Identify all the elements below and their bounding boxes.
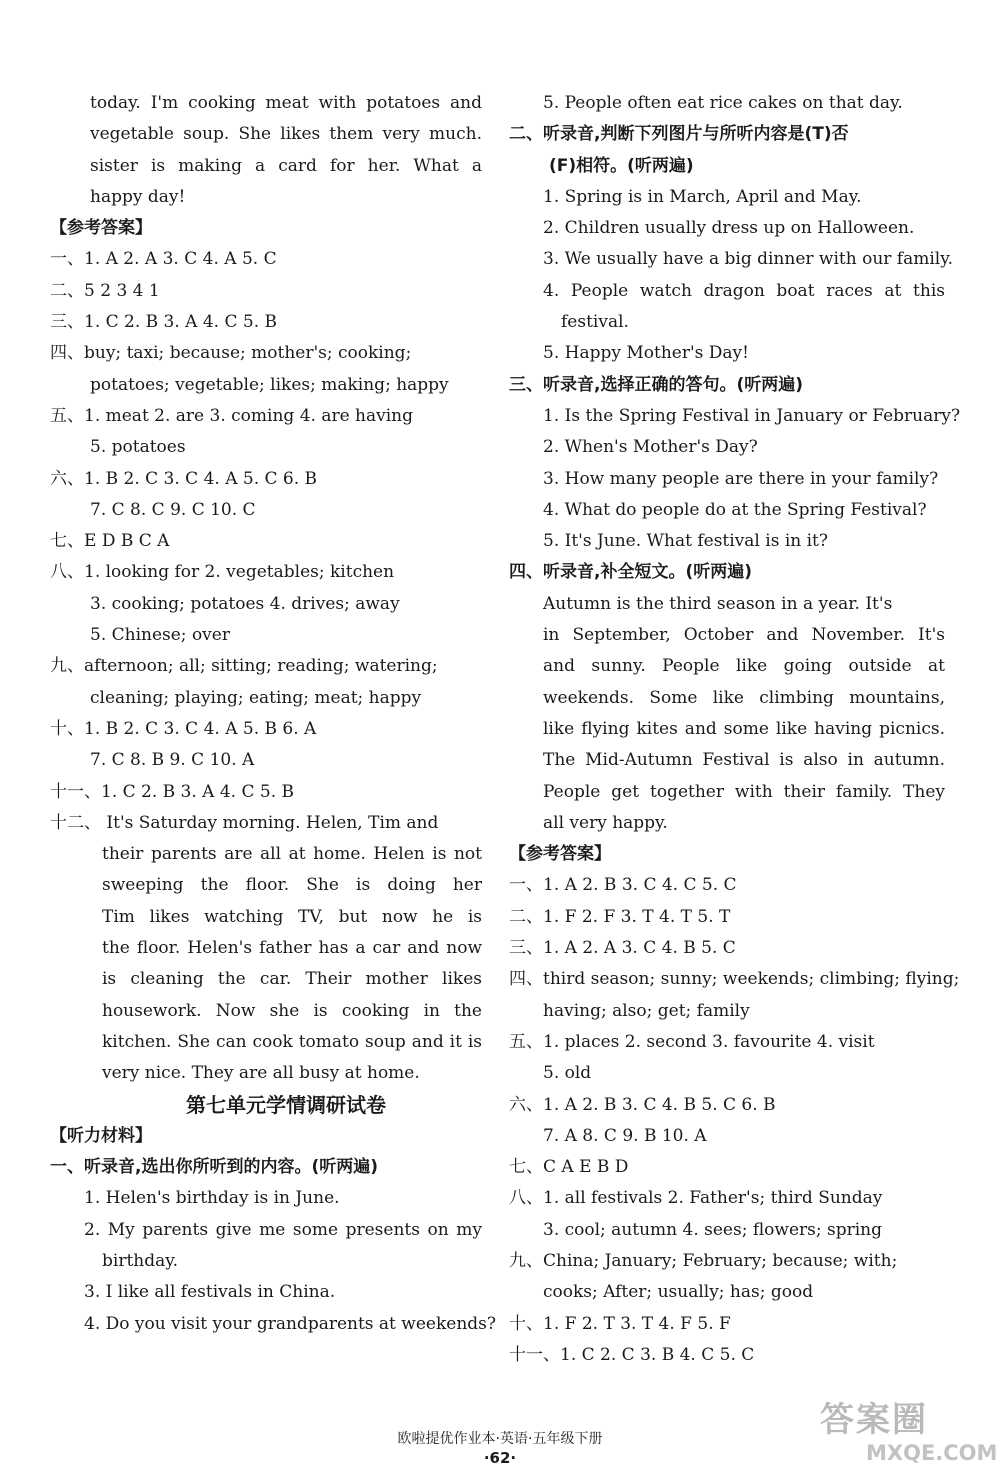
left-text-line: their parents are all at home. Helen is not bbox=[102, 844, 482, 865]
left-text-line: 7. C 8. B 9. C 10. A bbox=[90, 750, 255, 771]
right-text-line: 1. Spring is in March, April and May. bbox=[543, 186, 862, 207]
right-text-line: 1. Is the Spring Festival in January or February? bbox=[543, 405, 961, 426]
right-text-line: People get together with their family. They bbox=[543, 781, 945, 802]
left-text-line: 五、1. meat 2. are 3. coming 4. are having bbox=[50, 405, 414, 426]
right-text-line: 九、China; January; February; because; with; bbox=[509, 1250, 898, 1271]
left-text-line: 3. I like all festivals in China. bbox=[84, 1282, 336, 1303]
left-text-line: 2. My parents give me some presents on my bbox=[84, 1219, 482, 1240]
footer-series-title: 欧啦提优作业本·英语·五年级下册 bbox=[397, 1431, 603, 1447]
left-text-line: potatoes; vegetable; likes; making; happy bbox=[90, 374, 449, 395]
left-text-line: 第七单元学情调研试卷 bbox=[186, 1092, 386, 1117]
left-text-line: 7. C 8. C 9. C 10. C bbox=[90, 499, 256, 520]
left-text-line: 4. Do you visit your grandparents at weekends? bbox=[84, 1313, 497, 1334]
right-text-line: 十、1. F 2. T 3. T 4. F 5. F bbox=[509, 1313, 731, 1334]
left-text-line: cleaning; playing; eating; meat; happy bbox=[90, 687, 422, 708]
right-text-line: all very happy. bbox=[543, 812, 668, 833]
right-text-line: (F)相符。(听两遍) bbox=[549, 155, 694, 176]
right-text-line: 2. When's Mother's Day? bbox=[543, 437, 758, 458]
left-text-line: 一、听录音,选出你所听到的内容。(听两遍) bbox=[50, 1157, 378, 1178]
right-text-line: 3. We usually have a big dinner with our family. bbox=[543, 249, 953, 270]
left-text-line: 八、1. looking for 2. vegetables; kitchen bbox=[50, 562, 395, 583]
watermark-url: MXQE.COM bbox=[866, 1441, 998, 1465]
left-text-line: 六、1. B 2. C 3. C 4. A 5. C 6. B bbox=[50, 468, 318, 489]
left-text-line: 十二、 It's Saturday morning. Helen, Tim and bbox=[50, 812, 439, 833]
left-text-line: 十、1. B 2. C 3. C 4. A 5. B 6. A bbox=[50, 718, 317, 739]
right-text-line: 4. What do people do at the Spring Festival? bbox=[543, 499, 927, 520]
right-text-line: The Mid-Autumn Festival is also in autumn. bbox=[543, 750, 945, 771]
right-text-line: 【参考答案】 bbox=[509, 844, 611, 865]
right-text-line: and sunny. People like going outside at bbox=[543, 656, 945, 677]
left-text-line: 十一、1. C 2. B 3. A 4. C 5. B bbox=[50, 781, 295, 802]
right-text-line: 七、C A E B D bbox=[509, 1157, 629, 1178]
left-text-line: vegetable soup. She likes them very much. bbox=[90, 124, 482, 145]
left-text-line: 1. Helen's birthday is in June. bbox=[84, 1188, 340, 1209]
right-text-line: Autumn is the third season in a year. It's bbox=[543, 593, 893, 614]
left-text-line: 二、5 2 3 4 1 bbox=[50, 280, 160, 301]
right-text-line: 二、1. F 2. F 3. T 4. T 5. T bbox=[509, 906, 731, 927]
right-text-line: 5. Happy Mother's Day! bbox=[543, 343, 749, 364]
right-text-line: 四、third season; sunny; weekends; climbing; flying; bbox=[509, 969, 960, 990]
right-text-line: 六、1. A 2. B 3. C 4. B 5. C 6. B bbox=[509, 1094, 776, 1115]
left-text-line: birthday. bbox=[102, 1250, 178, 1271]
left-column bbox=[50, 88, 497, 1340]
left-text-line: 九、afternoon; all; sitting; reading; watering; bbox=[50, 656, 438, 677]
right-text-line: having; also; get; family bbox=[543, 1000, 750, 1021]
left-text-line: housework. Now she is cooking in the bbox=[102, 1000, 482, 1021]
left-text-line: kitchen. She can cook tomato soup and it is bbox=[102, 1031, 482, 1052]
right-text-line: 三、听录音,选择正确的答句。(听两遍) bbox=[509, 374, 803, 395]
left-text-line: the floor. Helen's father has a car and now bbox=[102, 938, 482, 959]
left-text-line: 七、E D B C A bbox=[50, 531, 170, 552]
page-number: ·62· bbox=[483, 1449, 517, 1467]
left-text-line: today. I'm cooking meat with potatoes and bbox=[90, 93, 482, 113]
right-text-line: 5. It's June. What festival is in it? bbox=[543, 531, 829, 552]
left-text-line: very nice. They are all busy at home. bbox=[102, 1063, 420, 1084]
right-text-line: festival. bbox=[561, 312, 629, 333]
right-text-line: 二、听录音,判断下列图片与所听内容是(T)否 bbox=[509, 124, 849, 145]
right-column bbox=[509, 88, 961, 1371]
watermark-logo: 答案圈 bbox=[820, 1400, 928, 1440]
left-text-line: 一、1. A 2. A 3. C 4. A 5. C bbox=[50, 249, 277, 270]
left-text-line: 【听力材料】 bbox=[50, 1125, 152, 1146]
right-text-line: 十一、1. C 2. C 3. B 4. C 5. C bbox=[509, 1344, 755, 1365]
left-text-line: sister is making a card for her. What a bbox=[90, 155, 482, 176]
left-text-line: Tim likes watching TV, but now he is bbox=[102, 906, 482, 927]
right-text-line: 5. old bbox=[543, 1063, 592, 1084]
left-text-line: 5. Chinese; over bbox=[90, 625, 230, 646]
right-text-line: 3. cool; autumn 4. sees; flowers; spring bbox=[543, 1219, 883, 1240]
right-text-line: 四、听录音,补全短文。(听两遍) bbox=[509, 562, 752, 583]
right-text-line: weekends. Some like climbing mountains, bbox=[543, 687, 945, 708]
right-text-line: 五、1. places 2. second 3. favourite 4. visit bbox=[509, 1031, 875, 1052]
left-text-line: 四、buy; taxi; because; mother's; cooking; bbox=[50, 343, 412, 364]
left-text-line: is cleaning the car. Their mother likes bbox=[102, 969, 482, 990]
left-text-line: 【参考答案】 bbox=[50, 218, 152, 239]
right-text-line: 2. Children usually dress up on Halloween. bbox=[543, 218, 915, 239]
right-text-line: 3. How many people are there in your family? bbox=[543, 468, 939, 489]
left-text-line: sweeping the floor. She is doing her bbox=[102, 875, 482, 896]
right-text-line: 7. A 8. C 9. B 10. A bbox=[543, 1125, 707, 1146]
right-text-line: cooks; After; usually; has; good bbox=[543, 1282, 814, 1303]
left-text-line: 5. potatoes bbox=[90, 437, 186, 458]
right-text-line: 三、1. A 2. A 3. C 4. B 5. C bbox=[509, 938, 736, 959]
right-text-line: in September, October and November. It's bbox=[543, 625, 945, 646]
right-text-line: 5. People often eat rice cakes on that day. bbox=[543, 93, 903, 113]
right-text-line: 4. People watch dragon boat races at this bbox=[543, 280, 945, 301]
right-text-line: 一、1. A 2. B 3. C 4. C 5. C bbox=[509, 875, 737, 896]
left-text-line: 三、1. C 2. B 3. A 4. C 5. B bbox=[50, 312, 278, 333]
right-text-line: like flying kites and some like having picnics. bbox=[543, 718, 945, 739]
right-text-line: 八、1. all festivals 2. Father's; third Sunday bbox=[509, 1188, 883, 1209]
left-text-line: 3. cooking; potatoes 4. drives; away bbox=[90, 593, 400, 614]
left-text-line: happy day! bbox=[90, 186, 186, 207]
